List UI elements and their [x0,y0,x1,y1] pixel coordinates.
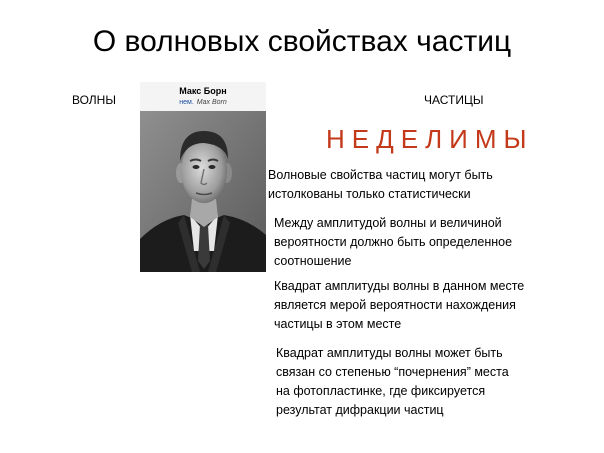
photo-subname-lang: нем. [179,99,194,106]
statement-4 [276,344,509,420]
photo-name: Макс Борн [179,86,227,96]
statement-line: Квадрат амплитуды волны в данном месте [274,279,525,293]
statement-line: на фотопластинке, где фиксируется [276,384,486,398]
portrait-photo [140,111,266,272]
statement-line: частицы в этом месте [274,317,402,331]
statement-line: вероятности должно быть определенное [274,235,513,249]
statement-line: связан со степенью “почернения” места [276,365,509,379]
statement-line: соотношение [274,254,352,268]
photo-card [140,82,266,272]
label-waves: ВОЛНЫ [72,93,116,107]
photo-subname [140,99,266,107]
statement-line: истолкованы только статистически [268,187,471,201]
statement-line: результат дифракции частиц [276,403,444,417]
statement-line: является мерой вероятности нахождения [274,298,516,312]
photo-subname-latin: Max Born [196,99,227,106]
indivisible-heading: НЕДЕЛИМЫ [326,124,534,154]
statement-line: Волновые свойства частиц могут быть [268,168,493,182]
statement-2 [274,214,512,271]
label-particles: ЧАСТИЦЫ [424,93,484,107]
slide-title: О волновых свойствах частиц [92,25,512,58]
statement-3 [274,277,524,334]
statement-line: Между амплитудой волны и величиной [274,216,502,230]
statement-line: Квадрат амплитуды волны может быть [276,346,503,360]
statement-1 [268,166,493,204]
